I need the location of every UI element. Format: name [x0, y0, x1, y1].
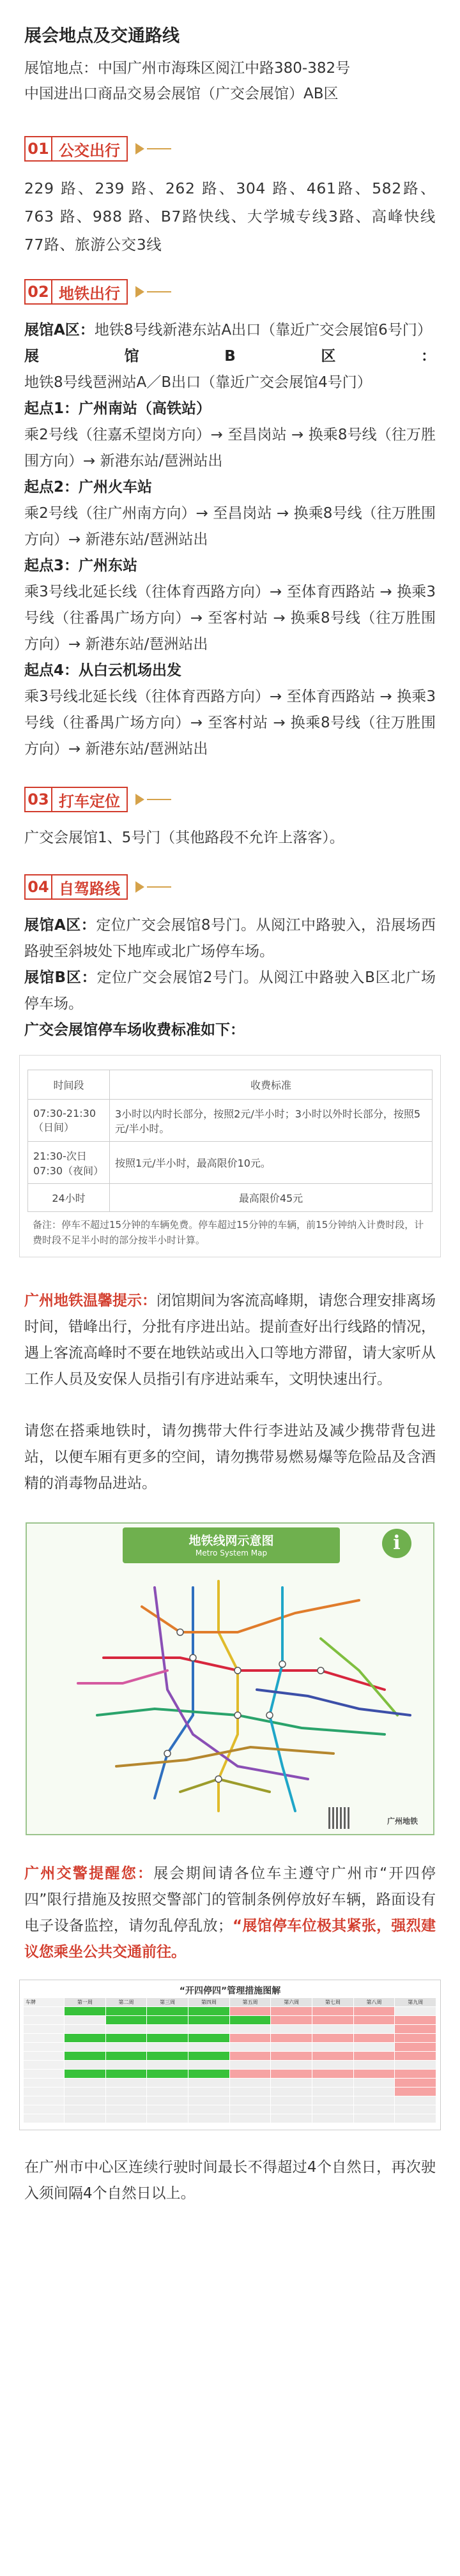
police-hint-text: 展会期间请各位车主遵守广州市“开四停四”限行措施及按照交警部门的管制条例停放好车辆，路面设有电子设备监控，请勿乱停乱放； — [24, 1865, 436, 1934]
fee-table-header — [28, 1070, 433, 1100]
venue-address: 展馆地点：中国广州市海珠区阅江中路380-382号 — [24, 60, 351, 77]
table-row — [24, 2087, 436, 2096]
drive-hall-a — [24, 913, 436, 965]
traffic-header-cell: 第六周 — [271, 1998, 312, 2006]
traffic-header-row — [24, 1998, 436, 2007]
traffic-header-cell: 第三周 — [147, 1998, 188, 2006]
arrow-deco-icon — [135, 794, 171, 805]
metro-hint-lead: 广州地铁温馨提示： — [24, 1292, 157, 1309]
section-number: 03 — [24, 787, 52, 812]
metro-map-title: 地铁线网示意图 — [188, 1534, 274, 1548]
start-2-route: 乘2号线（往广州南方向）→ 至昌岗站 → 换乘8号线（往万胜围方向）→ 新港东站/琶洲站出 — [24, 505, 436, 548]
section-metro-heading — [24, 278, 436, 306]
metro-map-subtitle: Metro System Map — [195, 1549, 268, 1557]
metro-map — [26, 1522, 434, 1835]
arrow-deco-icon — [135, 143, 171, 155]
fee-col-time: 时间段 — [28, 1070, 110, 1100]
fee-heading-text: 广交会展馆停车场收费标准如下： — [24, 1022, 245, 1038]
section-drive-heading — [24, 873, 436, 901]
venue-hall: 中国进出口商品交易会展馆（广交会展馆）AB区 — [24, 86, 339, 102]
venue-title: 展会地点及交通路线 — [24, 26, 180, 46]
traffic-header-cell: 第八周 — [354, 1998, 395, 2006]
start-2-label — [24, 474, 436, 501]
fee-time: 07:30-21:30（日间） — [28, 1100, 110, 1142]
section-taxi-heading — [24, 785, 436, 814]
start-3-route: 乘3号线北延长线（往体育西路方向）→ 至体育西路站 → 换乘3号线（往番禺广场方向）→ 至客村站 → 换乘8号线（往万胜围方向）→ 新港东站/琶洲站出 — [24, 584, 436, 653]
start-2-title: 起点2：广州火车站 — [24, 479, 153, 496]
fee-note: 备注：停车不超过15分钟的车辆免费。停车超过15分钟的车辆，前15分钟纳入计费时段，计费时段不足半小时的部分按半小时计算。 — [33, 1219, 424, 1246]
fee-col-standard: 收费标准 — [110, 1070, 433, 1100]
table-row — [24, 2043, 436, 2052]
start-1-label — [24, 396, 436, 422]
police-hint — [24, 1861, 436, 1966]
table-row — [24, 2105, 436, 2114]
venue-info — [0, 0, 460, 118]
start-4-label — [24, 658, 436, 684]
metro-brand: 广州地铁 — [387, 1817, 418, 1826]
section-label: 打车定位 — [52, 787, 128, 812]
table-row — [24, 2096, 436, 2105]
start-4-route: 乘3号线北延长线（往体育西路方向）→ 至体育西路站 → 换乘3号线（往番禺广场方向）→ 至客村站 → 换乘8号线（往万胜围方向）→ 新港东站/琶洲站出 — [24, 688, 436, 757]
section-number: 04 — [24, 874, 52, 900]
drive-hall-a-text: 定位广交会展馆8号门。从阅江中路驶入，沿展场西路驶至斜坡处下地库或北广场停车场。 — [24, 917, 436, 960]
table-row — [28, 1142, 433, 1184]
traffic-header-cell: 第一周 — [65, 1998, 106, 2006]
start-1-route: 乘2号线（往嘉禾望岗方向）→ 至昌岗站 → 换乘8号线（往万胜围方向）→ 新港东站/琶洲站出 — [24, 427, 436, 469]
fee-table — [27, 1070, 433, 1212]
police-hint-lead: 广州交警提醒您： — [24, 1865, 154, 1882]
section-label: 地铁出行 — [52, 279, 128, 305]
luggage-hint: 请您在搭乘地铁时，请勿携带大件行李进站及减少携带背包进站，以便车厢有更多的空间，请勿携带易燃易爆等危险品及含酒精的消毒物品进站。 — [24, 1423, 436, 1492]
traffic-header-cell: 第七周 — [312, 1998, 354, 2006]
bus-routes: 229 路、239 路、262 路、304 路、461路、582路、763 路、988 路、B7路快线、大学城专线3路、高峰快线77路、旅游公交3线 — [24, 179, 436, 254]
fee-heading — [24, 1017, 436, 1043]
section-number: 01 — [24, 136, 52, 162]
fee-table-box — [19, 1055, 441, 1257]
traffic-header-cell: 车牌 — [24, 1998, 65, 2006]
fee-time: 21:30-次日07:30（夜间） — [28, 1142, 110, 1184]
section-bus-heading — [24, 135, 436, 163]
metro-hall-a-label: 展馆A区： — [24, 322, 95, 338]
fee-standard: 最高限价45元 — [110, 1184, 433, 1212]
drive-hall-b — [24, 965, 436, 1017]
drive-hall-b-label: 展馆B区： — [24, 969, 97, 986]
arrow-deco-icon — [135, 881, 171, 893]
start-1-title: 起点1：广州南站（高铁站） — [24, 400, 211, 417]
traffic-header-cell: 第九周 — [395, 1998, 436, 2006]
closing-text: 在广州市中心区连续行驶时间最长不得超过4个自然日，再次驶入须间隔4个自然日以上。 — [24, 2159, 436, 2202]
start-3-title: 起点3：广州东站 — [24, 557, 138, 574]
drive-hall-b-text: 定位广交会展馆2号门。从阅江中路驶入B区北广场停车场。 — [24, 969, 436, 1012]
fee-standard: 3小时以内时长部分，按照2元/半小时；3小时以外时长部分，按照5元/半小时。 — [110, 1100, 433, 1142]
table-row — [24, 2052, 436, 2061]
qr-code-icon — [328, 1807, 350, 1829]
taxi-text: 广交会展馆1、5号门（其他路段不允许上落客）。 — [24, 830, 344, 846]
metro-hall-a-text: 地铁8号线新港东站A出口（靠近广交会展馆6号门） — [94, 322, 432, 338]
section-label: 自驾路线 — [52, 874, 128, 900]
table-row — [24, 2016, 436, 2025]
fee-standard: 按照1元/半小时，最高限价10元。 — [110, 1142, 433, 1184]
arrow-deco-icon — [135, 286, 171, 298]
traffic-header-cell: 第五周 — [230, 1998, 272, 2006]
drive-hall-a-label: 展馆A区： — [24, 917, 96, 934]
start-4-title: 起点4：从白云机场出发 — [24, 662, 182, 679]
table-row — [24, 2061, 436, 2070]
traffic-header-cell: 第四周 — [188, 1998, 230, 2006]
traffic-table-title: “开四停四”管理措施图解 — [179, 1986, 281, 1996]
section-number: 02 — [24, 279, 52, 305]
police-hint-emphasis: “展馆停车位极其紧张，强烈建议您乘坐公共交通前往。 — [24, 1918, 436, 1960]
fee-time: 24小时 — [28, 1184, 110, 1212]
metro-hint-text: 闭馆期间为客流高峰期，请您合理安排离场时间，错峰出行，分批有序进出站。提前查好出行线路的情况，遇上客流高峰时不要在地铁站或出入口等地方滞留，请大家听从工作人员及安保人员指引有序进站乘车，文明快速出行。 — [24, 1292, 436, 1388]
table-row — [24, 2114, 436, 2123]
table-row — [24, 2070, 436, 2079]
metro-hall-b-label: 展馆B区： — [24, 348, 436, 365]
metro-hall-b-text: 地铁8号线琶洲站A／B出口（靠近广交会展馆4号门） — [24, 374, 372, 391]
table-row — [28, 1184, 433, 1212]
metro-lines-graphic — [27, 1524, 433, 1834]
metro-hint — [24, 1288, 436, 1393]
table-row — [24, 2025, 436, 2034]
traffic-header-cell: 第二周 — [106, 1998, 148, 2006]
metro-hall-b — [24, 344, 436, 396]
table-row — [28, 1100, 433, 1142]
table-row — [24, 2079, 436, 2087]
metro-hall-a — [24, 317, 436, 344]
table-row — [24, 2007, 436, 2016]
section-label: 公交出行 — [52, 136, 128, 162]
start-3-label — [24, 553, 436, 579]
table-row — [24, 2034, 436, 2043]
traffic-rule-table — [19, 1980, 441, 2130]
info-icon: i — [382, 1529, 411, 1558]
traffic-grid — [24, 1998, 436, 2123]
